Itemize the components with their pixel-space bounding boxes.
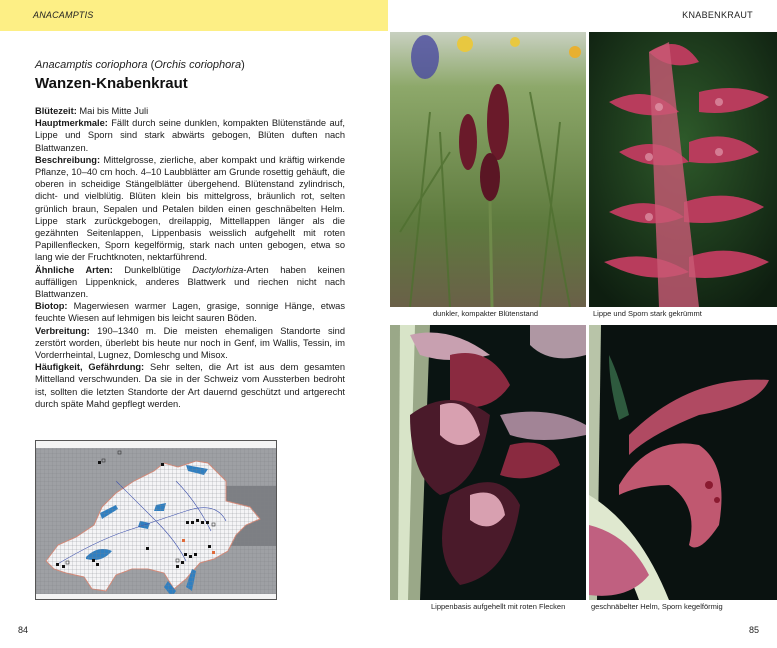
photo-lip <box>390 325 586 600</box>
switzerland-grid-map <box>36 441 277 600</box>
meadow-orchid-image <box>390 32 586 307</box>
photo-caption-1: dunkler, kompakter Blütenstand <box>433 309 539 318</box>
inflorescence-image <box>589 32 777 307</box>
page-number-right: 85 <box>748 625 759 635</box>
left-page <box>0 0 388 648</box>
section-distribution: Verbreitung: 190–1340 m. Die meisten ehemaligen Standorte sind zerstört worden, überlebt bis heute nur noch in Genf, im Wallis, Tessin, im Vorderrheintal, Lugnez, Domleschg und Misox. <box>35 325 345 361</box>
running-header-genus: ANACAMPTIS <box>33 10 94 20</box>
species-description <box>35 105 345 410</box>
section-habitat: Biotop: Magerwiesen warmer Lagen, grasige, sonnige Hänge, etwas feuchte Wiesen auf lehmigen bis leicht sauren Böden. <box>35 301 345 324</box>
section-flowering-time: Blütezeit: Mai bis Mitte Juli <box>35 106 149 116</box>
photo-caption-4: geschnäbelter Helm, Sporn kegelförmig <box>591 602 723 611</box>
section-threat-status: Häufigkeit, Gefährdung: Sehr selten, die Art ist aus dem gesamten Mittelland verschwunden. Da sie in der Schweiz vom Aussterben bedroht ist, sollten die letzten Standorte der Art dauernd geschützt und artgerecht durch späte Mahd gepflegt werden. <box>35 362 345 409</box>
chapter-header-band <box>0 0 388 31</box>
photo-caption-2: Lippe und Sporn stark gekrümmt <box>593 309 702 318</box>
species-title: Wanzen-Knabenkraut <box>35 75 188 92</box>
section-description: Beschreibung: Mittelgrosse, zierliche, aber kompakt und kräftig wirkende Pflanze, 10–40 cm hoch. 4–10 Laubblätter am Grunde rosettig gehäuft, die oberen in scheidige Stängelblätter übergehend. Blütenstand zylindrisch, dicht- und vielblütig. Blüten klein bis mittelgross, bräunlich rot, selten grünlich braun, Sepalen und Petalen bilden einen geschnäbelten Helm. Lippe stark zurückgebogen, dreilappig, Mittellappen länger als die gezähnten Seitenlappen, Lippenbasis weisslich aufgehellt mit roten Papillenflecken, Sporn kegelförmig, stark nach unten gebogen, etwa so lang wie der Fruchtknoten, nektarführend. <box>35 154 345 263</box>
photo-caption-3: Lippenbasis aufgehellt mit roten Flecken <box>431 602 566 611</box>
lip-closeup-image <box>390 325 586 600</box>
photo-habitat <box>390 32 586 307</box>
scientific-name: Anacamptis coriophora (Orchis coriophora) <box>35 59 245 71</box>
running-header-right: KNABENKRAUT <box>682 10 753 20</box>
section-key-features: Hauptmerkmale: Fällt durch seine dunklen, kompakten Blütenstände auf, Lippe und Sporn sind stark abwärts gebogen, Blüten duften nach Blattwanzen. <box>35 118 345 153</box>
page-number-left: 84 <box>18 625 29 635</box>
helmet-spur-image <box>589 325 777 600</box>
synonym-name: Orchis coriophora <box>154 59 242 71</box>
scientific-name-text: Anacamptis coriophora <box>35 59 148 71</box>
distribution-map <box>35 440 277 600</box>
photo-helmet-spur <box>589 325 777 600</box>
photo-inflorescence <box>589 32 777 307</box>
section-similar-species: Ähnliche Arten: Dunkelblütige Dactylorhiza-Arten haben keinen auffälligen Lippenknick, anderes Blattwerk und riechen nicht nach Blattwanzen. <box>35 264 345 300</box>
right-page <box>388 0 777 648</box>
